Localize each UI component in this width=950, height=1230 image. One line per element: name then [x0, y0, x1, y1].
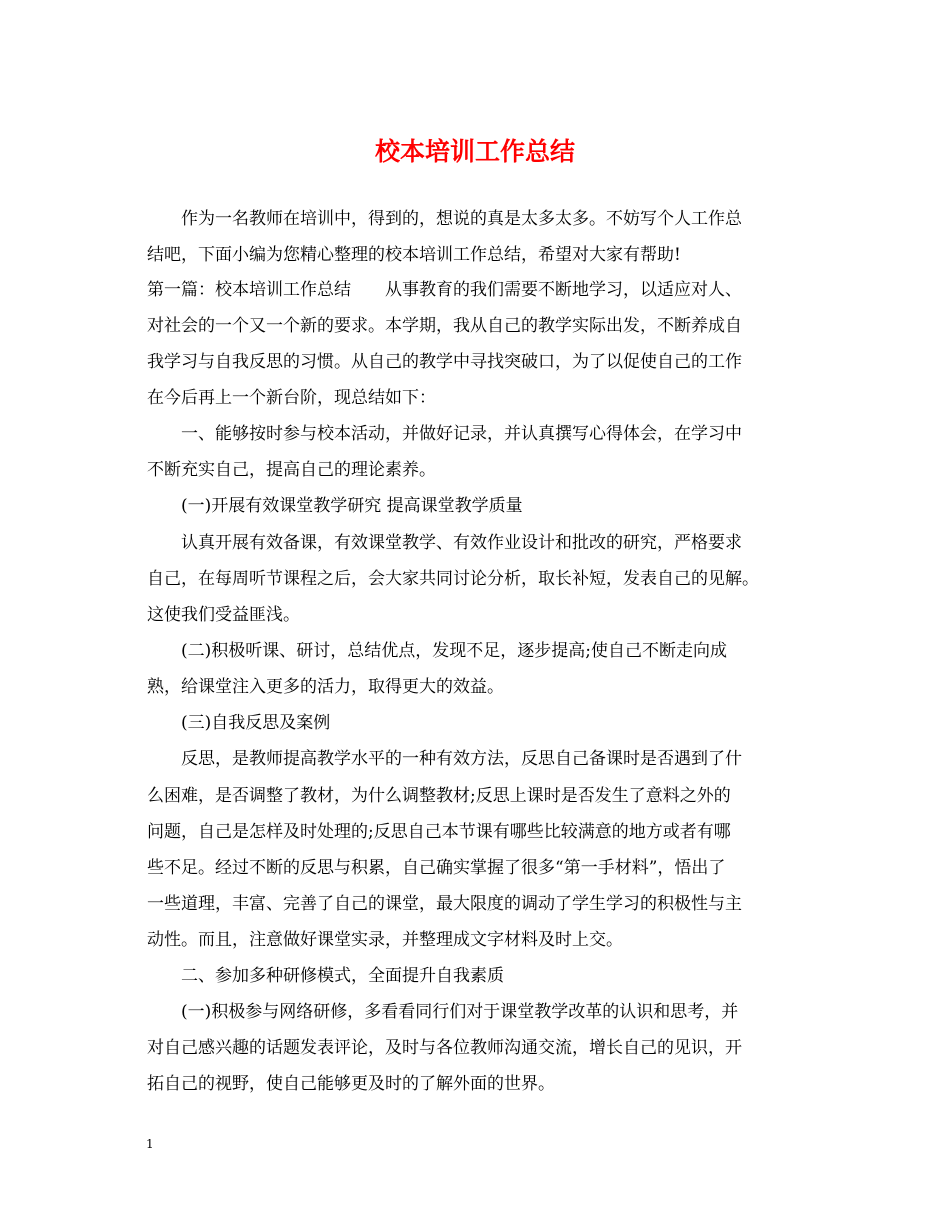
body-line: (一)开展有效课堂教学研究 提高课堂教学质量 [147, 496, 523, 516]
body-line: 在今后再上一个新台阶，现总结如下： [147, 388, 436, 408]
body-line: 自己，在每周听节课程之后，会大家共同讨论分析，取长补短，发表自己的见解。 [147, 569, 759, 589]
body-line: 问题，自己是怎样及时处理的;反思自己本节课有哪些比较满意的地方或者有哪 [147, 822, 731, 842]
body-line: 不断充实自己，提高自己的理论素养。 [147, 460, 436, 480]
page-number: 1 [146, 1137, 154, 1151]
body-line: 作为一名教师在培训中，得到的，想说的真是太多太多。不妨写个人工作总 [147, 209, 742, 229]
body-line: 对自己感兴趣的话题发表评论，及时与各位教师沟通交流，增长自己的见识，开 [147, 1038, 742, 1058]
body-line: 些不足。经过不断的反思与积累，自己确实掌握了很多“第一手材料”，悟出了 [147, 858, 726, 878]
body-line: 熟，给课堂注入更多的活力，取得更大的效益。 [147, 677, 504, 697]
body-line: (一)积极参与网络研修，多看看同行们对于课堂教学改革的认识和思考，并 [147, 1002, 739, 1022]
body-line: (三)自我反思及案例 [147, 713, 331, 733]
body-line: 这使我们受益匪浅。 [147, 605, 300, 625]
body-line: 第一篇：校本培训工作总结 从事教育的我们需要不断地学习，以适应对人、 [147, 280, 742, 300]
body-line: 对社会的一个又一个新的要求。本学期，我从自己的教学实际出发，不断养成自 [147, 316, 742, 336]
document-title: 校本培训工作总结 [374, 137, 575, 166]
body-line: 么困难，是否调整了教材，为什么调整教材;反思上课时是否发生了意料之外的 [147, 786, 731, 806]
body-line: 拓自己的视野，使自己能够更及时的了解外面的世界。 [147, 1074, 555, 1094]
body-line: 动性。而且，注意做好课堂实录，并整理成文字材料及时上交。 [147, 930, 623, 950]
body-line: 一、能够按时参与校本活动，并做好记录，并认真撰写心得体会，在学习中 [147, 424, 742, 444]
body-line: 反思，是教师提高教学水平的一种有效方法，反思自己备课时是否遇到了什 [147, 749, 742, 769]
body-line: 认真开展有效备课，有效课堂教学、有效作业设计和批改的研究，严格要求 [147, 533, 742, 553]
body-line: (二)积极听课、研讨，总结优点，发现不足，逐步提高;使自己不断走向成 [147, 641, 727, 661]
body-line: 一些道理，丰富、完善了自己的课堂，最大限度的调动了学生学习的积极性与主 [147, 894, 742, 914]
body-line: 我学习与自我反思的习惯。从自己的教学中寻找突破口，为了以促使自己的工作 [147, 352, 742, 372]
body-line: 结吧，下面小编为您精心整理的校本培训工作总结，希望对大家有帮助! [147, 245, 681, 265]
body-line: 二、参加多种研修模式，全面提升自我素质 [147, 966, 504, 986]
